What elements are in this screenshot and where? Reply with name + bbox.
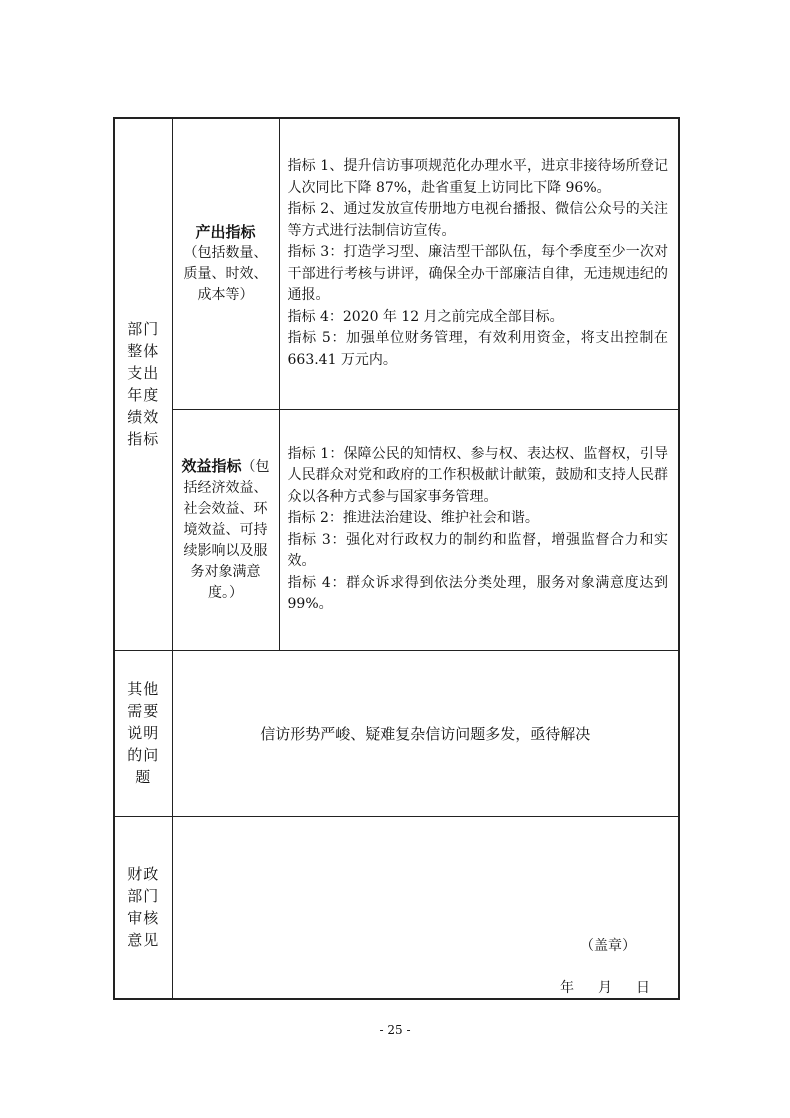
performance-table [113,117,680,1000]
other-label: 其他需要说明的问题 [127,680,160,786]
seal-placeholder: （盖章） [580,937,636,954]
output-note-line: 成本等） [197,286,254,303]
table-row-output [114,118,679,409]
date-year: 年 [560,979,574,996]
benefit-content-cell [279,409,679,650]
output-indicator: 指标 5：加强单位财务管理，有效利用资金，将支出控制在 663.41 万元内。 [287,330,668,368]
benefit-content [280,444,679,616]
benefit-indicator: 指标 4：群众诉求得到依法分类处理，服务对象满意度达到 99%。 [287,574,668,612]
table-row-other [114,650,679,816]
page-number: - 25 - [379,1023,411,1037]
output-indicator: 指标 3：打造学习型、廉洁型干部队伍，每个季度至少一次对干部进行考核与讲评，确保全办干部廉洁自律，无违规违纪的通报。 [287,244,668,304]
output-label-cell [172,118,279,409]
other-label-cell [114,650,172,816]
finance-content-cell [172,816,679,999]
benefit-title: 效益指标 [181,456,242,475]
benefit-indicator: 指标 3：强化对行政权力的制约和监督，增强监督合力和实效。 [287,531,668,569]
finance-label-cell [114,816,172,999]
benefit-indicator: 指标 2：推进法治建设、维护社会和谐。 [287,510,539,526]
section-label: 部门整体支出年度绩效指标 [127,320,160,449]
output-note-line: 质量、时效、 [183,265,268,282]
table-row-benefit [114,409,679,650]
output-indicator: 指标 1、提升信访事项规范化办理水平，进京非接待场所登记人次同比下降 87%，赴省重复上访同比下降 96%。 [287,158,668,196]
other-content-cell [172,650,679,816]
benefit-label-cell [172,409,279,650]
benefit-note: （包括经济效益、社会效益、环境效益、可持续影响以及服务对象满意度。） [183,458,270,601]
output-indicator: 指标 4：2020 年 12 月之前完成全部目标。 [287,308,564,325]
output-content [280,156,679,371]
finance-label: 财政部门审核意见 [127,865,160,950]
date-placeholder [560,977,650,997]
output-content-cell [279,118,679,409]
date-month: 月 [598,979,612,996]
date-day: 日 [636,979,650,996]
output-note-line: （包括数量、 [183,244,268,261]
benefit-indicator: 指标 1：保障公民的知情权、参与权、表达权、监督权，引导人民群众对党和政府的工作积极献计献策，鼓励和支持人民群众以各种方式参与国家事务管理。 [287,445,668,505]
output-indicator: 指标 2、通过发放宣传册地方电视台播报、微信公众号的关注等方式进行法制信访宣传。 [287,201,668,239]
section-label-cell [114,118,172,650]
other-text: 信访形势严峻、疑难复杂信访问题多发，亟待解决 [260,724,591,743]
table-row-finance [114,816,679,999]
output-title: 产出指标 [195,222,256,241]
